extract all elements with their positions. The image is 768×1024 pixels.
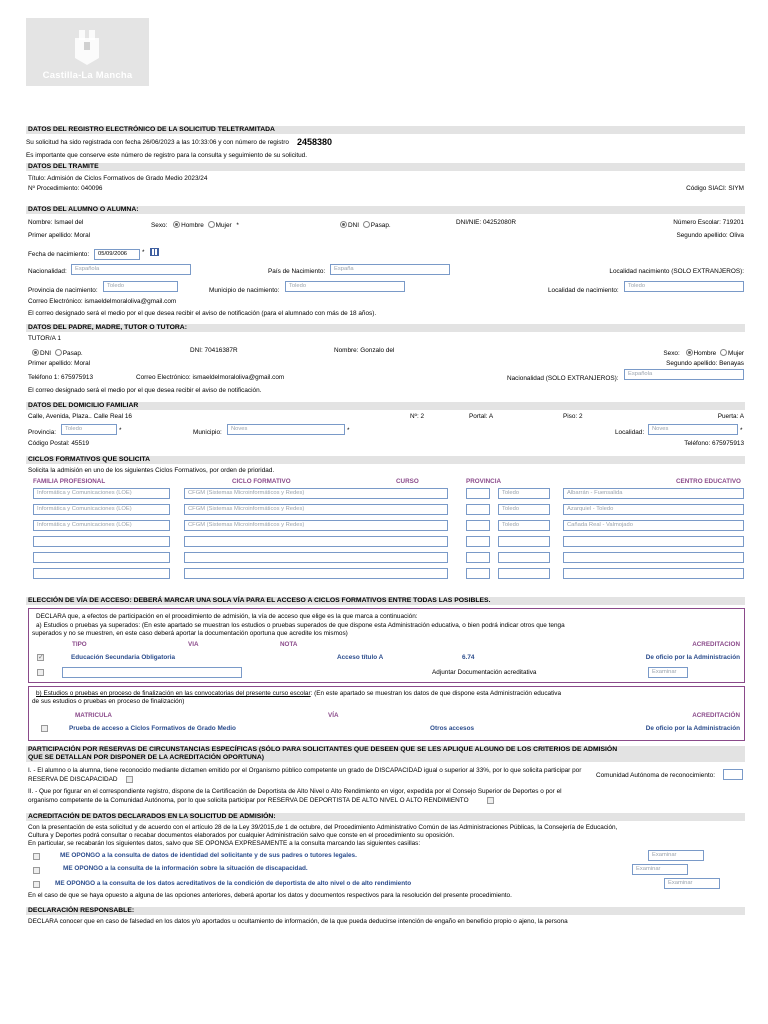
via-a-line2: superados y no se muestren, en este caso deberá aportar la documentación oportuna que acredite los mismos) <box>32 630 348 637</box>
oponer-identidad-label: ME OPONGO a la consulta de datos de identidad del solicitante y de sus padres o tutores legales. <box>60 852 357 859</box>
ciclo-centro-select[interactable]: Azarquiel - Toledo <box>563 504 744 515</box>
ciclo-centro-select[interactable] <box>563 536 744 547</box>
required-mark: * <box>119 427 122 434</box>
section-alumno: DATOS DEL ALUMNO O ALUMNA: <box>26 206 745 214</box>
header-ciclo: CICLO FORMATIVO <box>232 478 291 485</box>
via-a-header-tipo: TIPO <box>72 641 87 648</box>
domicilio-provincia-label: Provincia: <box>28 429 57 436</box>
radio-dni-label: DNI <box>40 350 52 357</box>
provincia-nac-label: Provincia de nacimiento: <box>28 287 98 294</box>
section-tramite: DATOS DEL TRAMITE <box>26 163 745 171</box>
alumno-nombre: Nombre: Ismael del <box>28 219 84 226</box>
radio-hombre[interactable] <box>686 350 717 357</box>
padre-primer-apellido: Primer apellido: Moral <box>28 360 91 367</box>
padre-doc-type <box>32 349 83 357</box>
reservas-i-line1: I. - El alumno o la alumna, tiene reconocido mediante dictamen emitido por el Organismo público competente un grado de DISCAPACIDAD igual o superior al 33%, por lo que solicita participar por <box>28 767 582 774</box>
coat-of-arms-icon <box>70 26 104 66</box>
via-a-header-acreditacion: ACREDITACION <box>692 641 740 648</box>
reservas-ii-line1: II. - Que por figurar en el correspondiente registro, dispone de la Certificación de Deportista de Alto Nivel o Alto Rendimiento en vigor, expedida por el Consejo Superior de Deportes o por el <box>28 788 562 795</box>
ciclo-curso-select[interactable] <box>466 488 490 499</box>
reserva-deportista-checkbox[interactable] <box>487 797 494 804</box>
acreditacion-p3: En particular, se recabarán los siguientes datos, salvo que SE OPONGA EXPRESAMENTE a la consulta marcando las siguientes casillas: <box>28 840 421 847</box>
oponer-deportista-label: ME OPONGO a la consulta de los datos acreditativos de la condición de deportista de alto nivel o de alto rendimiento <box>55 880 412 887</box>
examinar-button[interactable]: Examinar <box>648 850 704 861</box>
alumno-doc-type <box>340 221 391 229</box>
section-domicilio: DATOS DEL DOMICILIO FAMILIAR <box>26 402 745 410</box>
padre-segundo-apellido: Segundo apellido: Benayas <box>666 360 744 367</box>
via-b-line2: de sus estudios o pruebas en proceso de finalización) <box>32 698 185 705</box>
domicilio-numero: Nº: 2 <box>410 413 425 420</box>
acreditacion-p1: Con la presentación de esta solicitud y de acuerdo con el artículo 28 de la Ley 39/2015,de 1 de octubre, del Procedimiento Administrativo Común de las Administraciones Públicas, la Consejería de Educación, <box>28 824 618 831</box>
via-a-acreditacion: De oficio por la Administración <box>645 654 740 661</box>
alumno-sexo <box>151 221 239 229</box>
ciclo-centro-select[interactable] <box>563 568 744 579</box>
header-provincia: PROVINCIA <box>466 478 501 485</box>
domicilio-provincia-select[interactable]: Toledo <box>61 424 117 435</box>
ciclo-curso-select[interactable] <box>466 504 490 515</box>
radio-icon <box>720 349 727 356</box>
radio-hombre-label: Hombre <box>181 222 204 229</box>
ciclo-provincia-select[interactable] <box>498 552 550 563</box>
alumno-primer-apellido: Primer apellido: Moral <box>28 232 91 239</box>
logo-text: Castilla-La Mancha <box>42 70 133 81</box>
required-mark: * <box>142 249 145 256</box>
localidad-nac-select[interactable]: Toledo <box>624 281 744 292</box>
oponer-discapacidad-checkbox[interactable] <box>33 867 40 874</box>
ciclo-provincia-select[interactable]: Toledo <box>498 520 550 531</box>
radio-dni[interactable] <box>32 350 51 357</box>
tramite-titulo: Título: Admisión de Ciclos Formativos de Grado Medio 2023/24 <box>28 175 208 182</box>
reservas-title2: QUE SE DETALLAN POR DISPONER DE LA ACREDITACIÓN OPORTUNA) <box>28 753 265 761</box>
ciclo-ciclo-select[interactable]: CFGM (Sistemas Microinformáticos y Redes) <box>184 520 448 531</box>
via-b-header-via: VÍA <box>328 712 339 719</box>
via-b-header-acreditacion: ACREDITACIÓN <box>692 712 740 719</box>
section-reservas <box>26 746 745 762</box>
radio-icon <box>686 349 693 356</box>
tramite-procedimiento: Nº Procedimiento: 040096 <box>28 185 103 192</box>
radio-dni[interactable] <box>340 222 359 229</box>
via-b-line1-rest: : (En este apartado se muestran los datos de que dispone esta Administración educativa <box>310 690 562 697</box>
ciclo-ciclo-select[interactable]: CFGM (Sistemas Microinformáticos y Redes) <box>184 488 448 499</box>
via-b-via: Otros accesos <box>430 725 475 732</box>
alumno-correo: Correo Electrónico: ismaeldelmoraloliva@gmail.com <box>28 298 177 305</box>
radio-mujer-label: Mujer <box>728 350 744 357</box>
ciclo-familia-select[interactable] <box>33 552 170 563</box>
required-mark: * <box>740 427 743 434</box>
padre-correo-note: El correo designado será el medio por el que desea recibir el aviso de notificación. <box>28 387 262 394</box>
tramite-siaci: Código SIACI: SIYM <box>686 185 744 192</box>
ciclo-provincia-select[interactable]: Toledo <box>498 504 550 515</box>
via-declara: DECLARA que, a efectos de participación en el procedimiento de admisión, la vía de acceso que elige es la que marca a continuación: <box>36 613 418 620</box>
required-mark: * <box>347 427 350 434</box>
comunidad-select[interactable] <box>723 769 743 780</box>
via-b-line1-underlined: b) Estudios o pruebas en proceso de finalización en las convocatorias del presente curso escolar <box>36 690 311 697</box>
responsable-text: DECLARA conocer que en caso de falsedad en los datos y/o aportados u ocultamiento de información, de la que pueda deducirse intención de engaño en beneficio propio o ajeno, la persona <box>28 918 568 925</box>
ciclo-centro-select[interactable]: Albarrán - Fuensalida <box>563 488 744 499</box>
header-curso: CURSO <box>396 478 419 485</box>
via-a-tipo: Educación Secundaria Obligatoria <box>71 654 176 661</box>
ciclo-ciclo-select[interactable] <box>184 536 448 547</box>
via-a-otro-input[interactable] <box>62 667 242 678</box>
padre-nacionalidad-select[interactable]: Española <box>624 369 744 380</box>
via-a-checkbox[interactable] <box>37 654 44 661</box>
via-a-header-via: VIA <box>188 641 199 648</box>
via-b-matricula: Prueba de acceso a Ciclos Formativos de Grado Medio <box>69 725 236 732</box>
municipio-nac-select[interactable]: Toledo <box>285 281 405 292</box>
radio-pasap[interactable] <box>363 222 391 229</box>
via-b-checkbox[interactable] <box>41 725 48 732</box>
ciclo-ciclo-select[interactable]: CFGM (Sistemas Microinformáticos y Redes) <box>184 504 448 515</box>
radio-pasap[interactable] <box>55 350 83 357</box>
tutor-label: TUTOR/A 1 <box>28 335 61 342</box>
registro-line1: Su solicitud ha sido registrada con fecha 26/06/2023 a las 10:33:06 y con número de registro <box>26 139 289 146</box>
radio-mujer-label: Mujer <box>215 222 232 229</box>
via-b-header-matricula: MATRICULA <box>75 712 112 719</box>
registro-number: 2458380 <box>297 137 333 147</box>
via-a-nota: 6.74 <box>462 654 475 661</box>
radio-hombre-label: Hombre <box>693 350 717 357</box>
section-registro: DATOS DEL REGISTRO ELECTRÓNICO DE LA SOLICITUD TELETRAMITADA <box>26 126 745 134</box>
padre-telefono: Teléfono 1: 675975913 <box>28 374 94 381</box>
pais-select[interactable]: España <box>330 264 450 275</box>
radio-mujer[interactable] <box>720 350 744 357</box>
padre-dni: DNI: 70416387R <box>190 347 238 354</box>
section-acreditacion: ACREDITACIÓN DE DATOS DECLARADOS EN LA SOLICITUD DE ADMISIÓN: <box>26 813 745 821</box>
radio-hombre[interactable] <box>173 222 204 229</box>
oponer-identidad-checkbox[interactable] <box>33 853 40 860</box>
domicilio-localidad-select[interactable]: Noves <box>648 424 738 435</box>
padre-nombre: Nombre: Gonzalo del <box>334 347 395 354</box>
via-b-line1 <box>36 690 561 697</box>
ciclo-curso-select[interactable] <box>466 552 490 563</box>
ciclo-familia-select[interactable]: Informática y Comunicaciones (LOE) <box>33 504 170 515</box>
domicilio-calle: Calle, Avenida, Plaza.. Calle Real 16 <box>28 413 132 420</box>
section-responsable: DECLARACIÓN RESPONSABLE: <box>26 907 745 915</box>
oponer-deportista-checkbox[interactable] <box>33 881 40 888</box>
ciclo-ciclo-select[interactable] <box>184 568 448 579</box>
localidad-ext-label: Localidad nacimiento (SOLO EXTRANJEROS): <box>609 268 744 275</box>
ciclo-curso-select[interactable] <box>466 568 490 579</box>
ciclo-familia-select[interactable] <box>33 536 170 547</box>
nacionalidad-label: Nacionalidad: <box>28 268 67 275</box>
via-a-otro-checkbox[interactable] <box>37 669 44 676</box>
examinar-button[interactable]: Examinar <box>632 864 688 875</box>
ciclo-familia-select[interactable]: Informática y Comunicaciones (LOE) <box>33 488 170 499</box>
ciclo-familia-select[interactable]: Informática y Comunicaciones (LOE) <box>33 520 170 531</box>
domicilio-localidad-label: Localidad: <box>615 429 645 436</box>
via-b-acreditacion: De oficio por la Administración <box>645 725 740 732</box>
ciclo-provincia-select[interactable] <box>498 536 550 547</box>
domicilio-telefono: Teléfono: 675975913 <box>684 440 744 447</box>
alumno-dnie: DNI/NIE: 04252080R <box>456 219 517 226</box>
radio-icon <box>173 221 180 228</box>
domicilio-portal: Portal: A <box>469 413 494 420</box>
domicilio-cp: Código Postal: 45519 <box>28 440 90 447</box>
sexo-label: Sexo: <box>663 350 680 357</box>
radio-icon <box>340 221 347 228</box>
domicilio-piso: Piso: 2 <box>563 413 583 420</box>
padre-sexo <box>663 349 744 357</box>
sexo-label: Sexo: <box>151 222 168 229</box>
adjuntar-label: Adjuntar Documentación acreditativa <box>432 669 537 676</box>
alumno-correo-note: El correo designado será el medio por el que desea recibir el aviso de notificación (para el alumnado con más de 18 años). <box>28 310 377 317</box>
ciclo-curso-select[interactable] <box>466 520 490 531</box>
radio-icon <box>32 349 39 356</box>
required-mark: * <box>236 222 239 229</box>
acreditacion-note: En el caso de que se haya opuesto a alguna de las opciones anteriores, deberá aportar los datos y documentos respectivos para la resolución del presente procedimiento. <box>28 892 512 899</box>
domicilio-municipio-select[interactable]: Noves <box>227 424 345 435</box>
radio-pasap-label: Pasap. <box>370 222 391 229</box>
domicilio-puerta: Puerta: A <box>717 413 744 420</box>
via-a-header-nota: NOTA <box>280 641 298 648</box>
radio-icon <box>55 349 62 356</box>
oponer-discapacidad-label: ME OPONGO a la consulta de la información sobre la situación de discapacidad. <box>63 865 308 872</box>
reservas-title1: PARTICIPACIÓN POR RESERVAS DE CIRCUNSTANCIAS ESPECÍFICAS (SÓLO PARA SOLICITANTES QUE DESEEN QUE SE LES APLIQUE ALGUNO DE LOS CRITERIOS DE ADMISIÓN <box>28 746 618 753</box>
radio-icon <box>363 221 370 228</box>
ciclos-intro: Solicita la admisión en uno de los siguientes Ciclos Formativos, por orden de prioridad. <box>28 467 275 474</box>
ciclo-centro-select[interactable]: Cañada Real - Valmojado <box>563 520 744 531</box>
provincia-nac-select[interactable]: Toledo <box>103 281 178 292</box>
via-a-line1: a) Estudios o pruebas ya superados: (En este apartado se muestran los estudios o pruebas superados de que dispone esta Administración educativa, o bien podrá indicar otros que tenga <box>36 622 565 629</box>
fecha-input[interactable]: 05/09/2006 <box>94 249 140 260</box>
logo <box>26 18 149 86</box>
header-familia: FAMILIA PROFESIONAL <box>33 478 106 485</box>
section-padre: DATOS DEL PADRE, MADRE, TUTOR O TUTORA: <box>26 324 745 332</box>
padre-nacionalidad-label: Nacionalidad (SOLO EXTRANJEROS): <box>507 375 619 382</box>
ciclo-curso-select[interactable] <box>466 536 490 547</box>
radio-mujer[interactable] <box>208 222 232 229</box>
ciclo-provincia-select[interactable]: Toledo <box>498 488 550 499</box>
pais-label: País de Nacimiento: <box>268 268 326 275</box>
acreditacion-p2: Cultura y Deportes podrá consultar o recabar documentos elaborados por cualquier Administración salvo que conste en el procedimiento su oposición. <box>28 832 455 839</box>
ciclo-familia-select[interactable] <box>33 568 170 579</box>
radio-pasap-label: Pasap. <box>62 350 83 357</box>
section-ciclos: CICLOS FORMATIVOS QUE SOLICITA <box>26 456 745 464</box>
radio-icon <box>208 221 215 228</box>
domicilio-municipio-label: Municipio: <box>193 429 222 436</box>
alumno-numero-escolar: Número Escolar: 719201 <box>673 219 744 226</box>
reserva-discapacidad-checkbox[interactable] <box>126 776 133 783</box>
padre-correo: Correo Electrónico: ismaeldelmoraloliva@gmail.com <box>136 374 285 381</box>
section-via: ELECCIÓN DE VÍA DE ACCESO: DEBERÁ MARCAR UNA SOLA VÍA PARA EL ACCESO A CICLOS FORMATIVOS ENTRE TODAS LAS POSIBLES. <box>26 597 745 605</box>
header-centro: CENTRO EDUCATIVO <box>676 478 741 485</box>
registro-line2: Es importante que conserve este número de registro para la consulta y seguimiento de su solicitud. <box>26 152 307 159</box>
radio-dni-label: DNI <box>348 222 360 229</box>
reservas-ii-line2: organismo competente de la Comunidad Autónoma, por lo que solicita participar por RESERVA DE DEPORTISTA DE ALTO NIVEL O ALTO RENDIMIENTO <box>28 797 469 804</box>
ciclo-centro-select[interactable] <box>563 552 744 563</box>
via-a-via: Acceso título A <box>337 654 384 661</box>
alumno-segundo-apellido: Segundo apellido: Oliva <box>676 232 744 239</box>
ciclo-ciclo-select[interactable] <box>184 552 448 563</box>
fecha-label: Fecha de nacimiento: <box>28 251 90 258</box>
examinar-button[interactable]: Examinar <box>648 667 688 678</box>
municipio-nac-label: Municipio de nacimiento: <box>209 287 280 294</box>
comunidad-label: Comunidad Autónoma de reconocimiento: <box>596 772 716 779</box>
localidad-nac-label: Localidad de nacimiento: <box>548 287 619 294</box>
ciclo-provincia-select[interactable] <box>498 568 550 579</box>
calendar-icon[interactable] <box>150 248 159 256</box>
nacionalidad-select[interactable]: Española <box>71 264 191 275</box>
reservas-i-line2: RESERVA DE DISCAPACIDAD <box>28 776 118 783</box>
examinar-button[interactable]: Examinar <box>664 878 720 889</box>
